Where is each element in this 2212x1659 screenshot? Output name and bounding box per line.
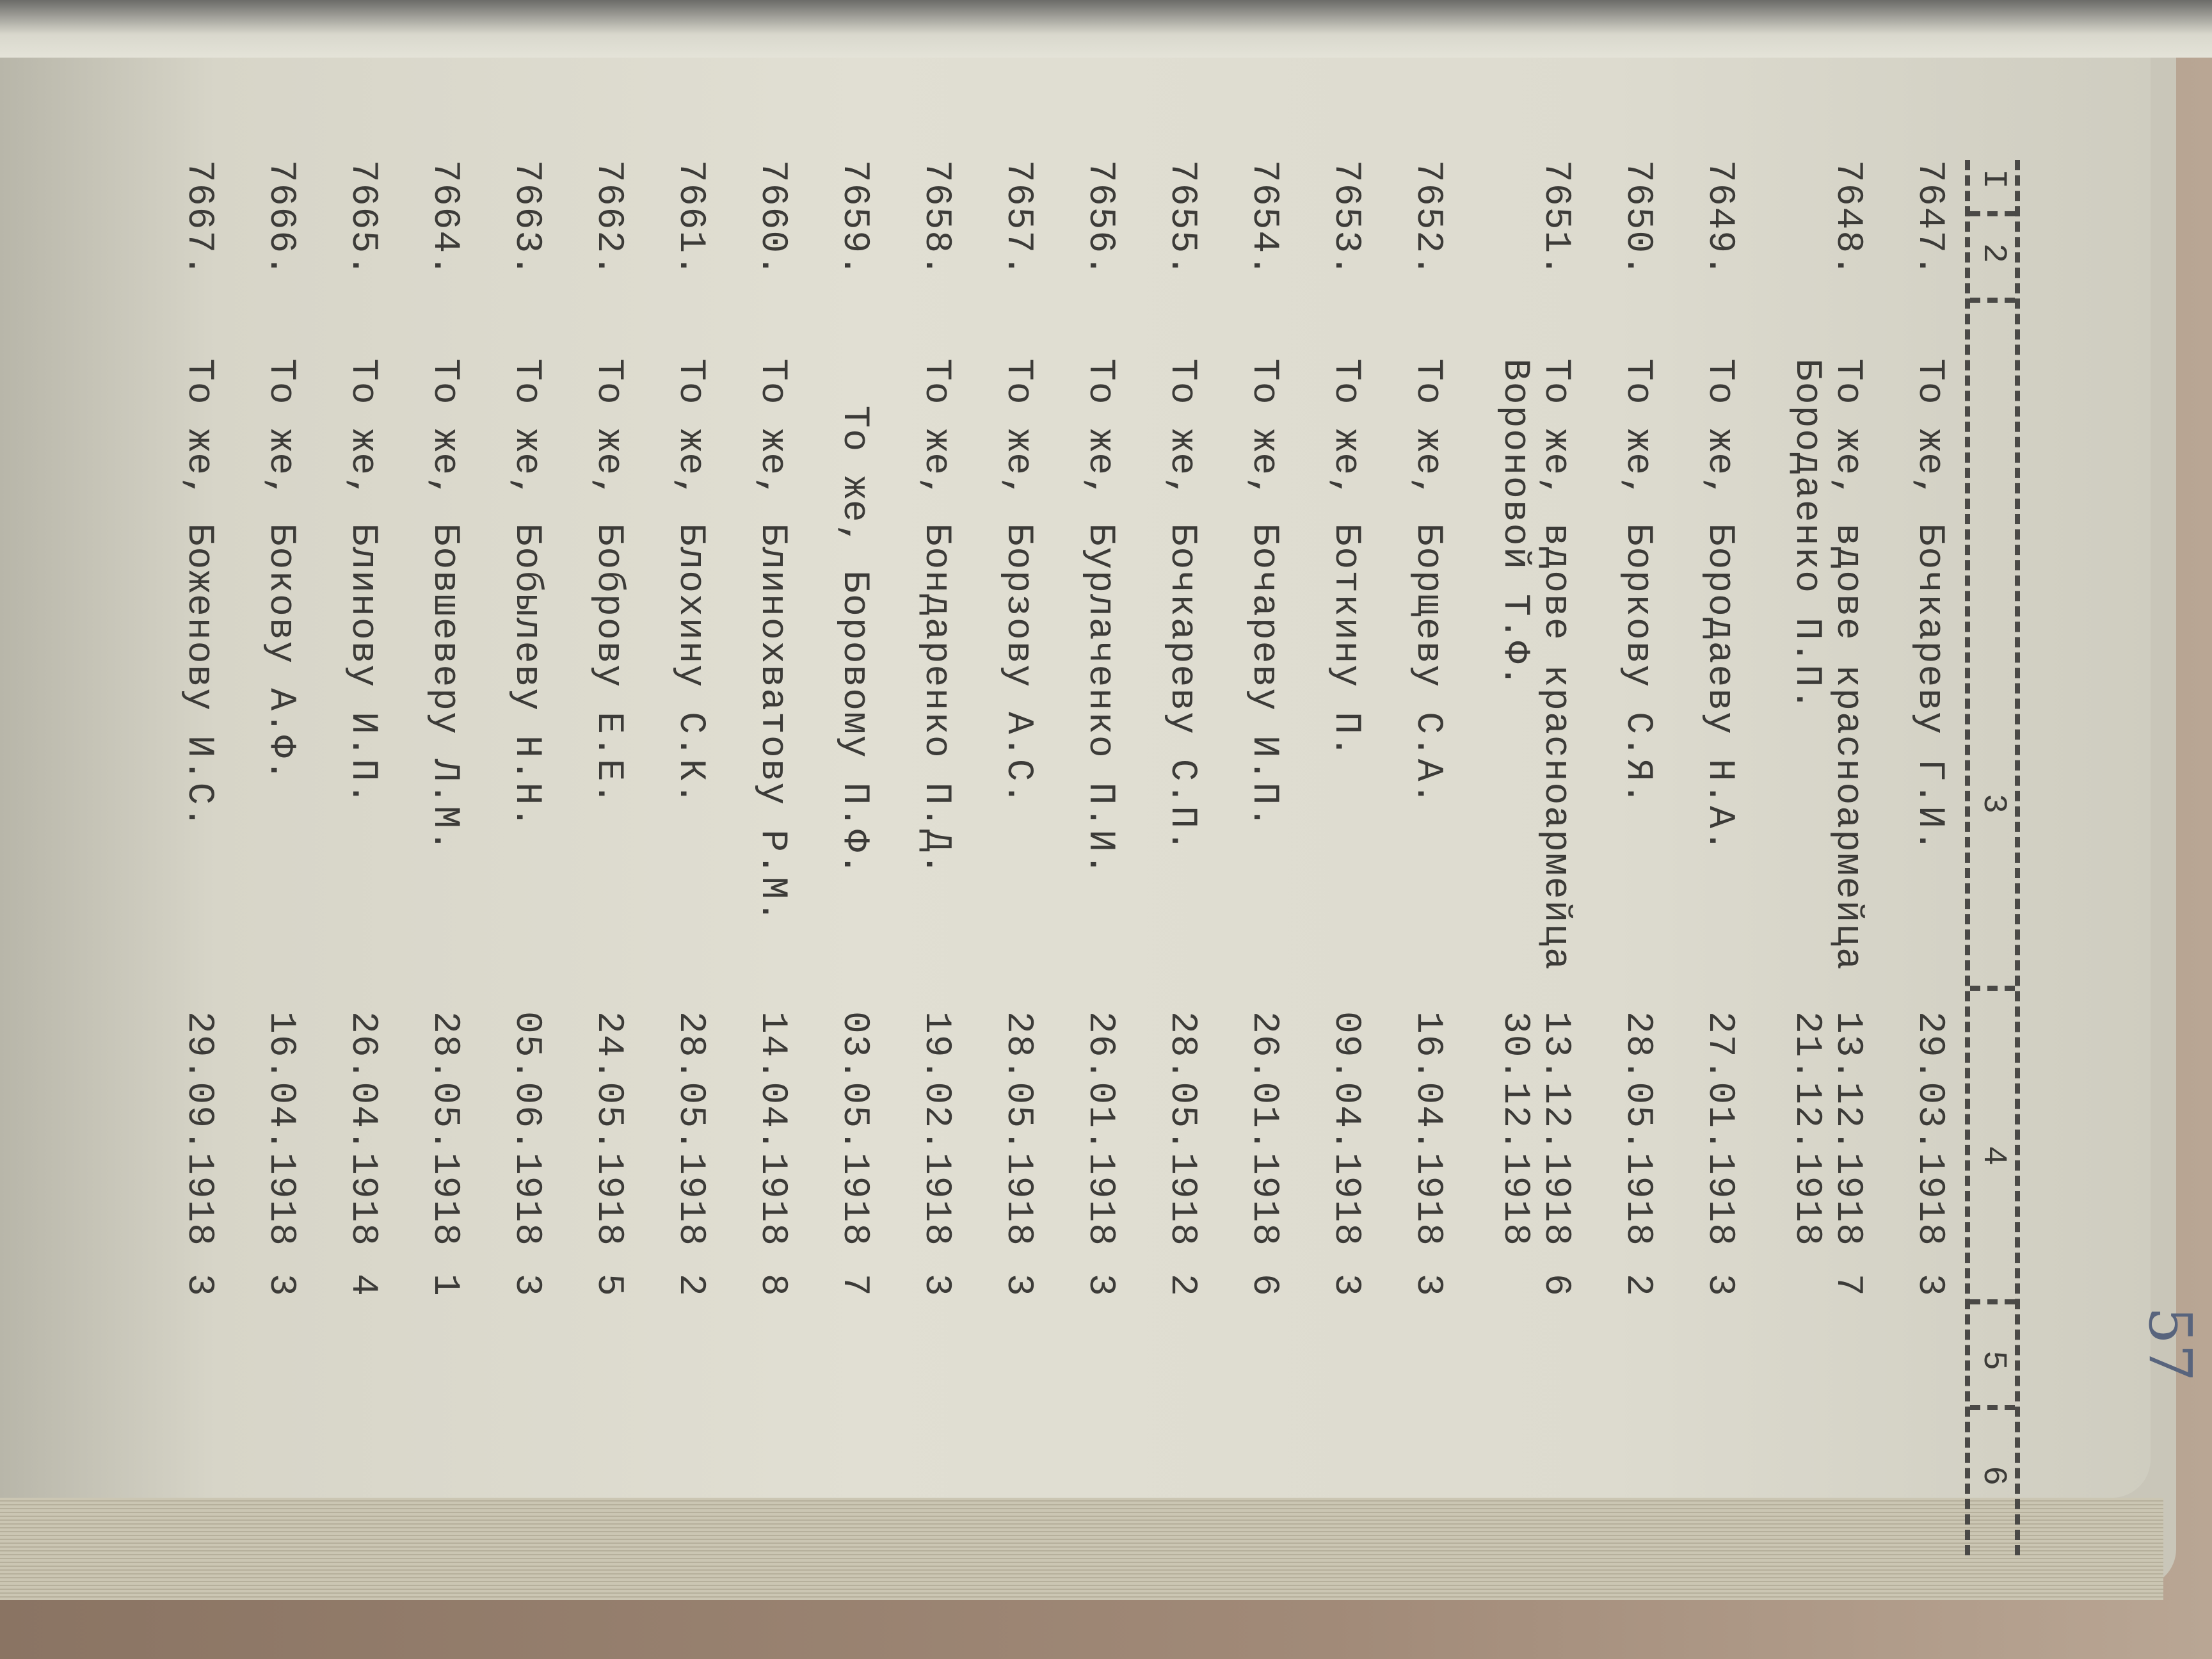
record-date — [1494, 1011, 1576, 1254]
record-number: 7659. — [833, 160, 875, 278]
record-quantity: 2 — [1617, 1274, 1658, 1297]
date-line: 26.04.1918 — [342, 1011, 383, 1247]
header-col-1: I — [1975, 169, 2012, 191]
date-line: 28.05.1918 — [997, 1011, 1039, 1247]
table-row — [873, 0, 956, 1659]
handwritten-page-number: 57 — [2136, 1306, 2204, 1382]
record-number: 7662. — [588, 160, 629, 278]
date-line: 09.04.1918 — [1325, 1011, 1366, 1247]
record-date — [424, 1011, 465, 1254]
record-number: 7660. — [751, 160, 793, 278]
record-date — [260, 1011, 301, 1254]
description-line: То же, Бочареву И.П. — [1243, 358, 1285, 830]
description-line: То же, Бондаренко П.Д. — [915, 358, 957, 877]
table-row — [1656, 0, 1740, 1659]
record-quantity: 6 — [1243, 1274, 1285, 1297]
description-line: То же, Боженову И.С. — [178, 358, 220, 830]
date-line: 05.06.1918 — [506, 1011, 547, 1247]
date-line: 03.05.1918 — [833, 1011, 875, 1247]
record-date — [1243, 1011, 1284, 1254]
record-number: 7661. — [669, 160, 711, 278]
record-quantity: 8 — [751, 1274, 793, 1297]
record-date — [342, 1011, 383, 1254]
date-line: 14.04.1918 — [751, 1011, 793, 1247]
description-line: То же, Блохину С.К. — [669, 358, 711, 806]
description-line: То же, Бочкареву С.П. — [1161, 358, 1203, 853]
record-date — [1617, 1011, 1658, 1254]
description-line: То же, Бочкареву Г.И. — [1909, 358, 1950, 853]
date-line: 24.05.1918 — [588, 1011, 629, 1247]
record-quantity: 2 — [669, 1274, 711, 1297]
record-date — [915, 1011, 956, 1254]
record-number: 7657. — [997, 160, 1039, 278]
record-number: 7654. — [1243, 160, 1285, 278]
record-date — [588, 1011, 629, 1254]
header-col-2: 2 — [1975, 243, 2012, 265]
record-date — [997, 1011, 1038, 1254]
record-date — [1909, 1011, 1950, 1254]
table-row — [791, 0, 874, 1659]
record-quantity: 3 — [506, 1274, 547, 1297]
table-header — [1965, 160, 2020, 1555]
description-line: То же, Боброву Е.Е. — [588, 358, 629, 806]
description-line: То же, Боркову С.Я. — [1617, 358, 1658, 806]
record-quantity: 3 — [1325, 1274, 1366, 1297]
record-quantity: 3 — [178, 1274, 220, 1297]
date-line: 29.09.1918 — [178, 1011, 220, 1247]
header-col-4: 4 — [1975, 1146, 2012, 1167]
description-line: Вороновой Т.Ф. — [1494, 358, 1535, 689]
record-date — [1699, 1011, 1740, 1254]
record-quantity: 5 — [588, 1274, 629, 1297]
date-line: 27.01.1918 — [1699, 1011, 1740, 1247]
table-row — [300, 0, 383, 1659]
record-quantity: 4 — [342, 1274, 383, 1297]
record-quantity: 3 — [1079, 1274, 1121, 1297]
record-quantity: 3 — [1909, 1274, 1950, 1297]
record-quantity: 3 — [915, 1274, 957, 1297]
record-number: 7653. — [1325, 160, 1366, 278]
record-number: 7658. — [915, 160, 957, 278]
record-date — [1161, 1011, 1202, 1254]
record-date — [1407, 1011, 1448, 1254]
description-line: То же, Бовшеверу Л.М. — [424, 358, 465, 853]
record-number: 7667. — [178, 160, 220, 278]
table-row — [1493, 0, 1576, 1659]
table-row — [1037, 0, 1120, 1659]
record-date — [751, 1011, 792, 1254]
record-quantity: 7 — [833, 1274, 875, 1297]
description-line: То же, Блинову И.П. — [342, 358, 383, 806]
description-line: Бородаенко П.П. — [1786, 358, 1827, 712]
table-row — [545, 0, 629, 1659]
table-row — [381, 0, 465, 1659]
date-line: 28.05.1918 — [424, 1011, 465, 1247]
description-line: То же, Боровому П.Ф. — [833, 358, 875, 877]
record-date — [1325, 1011, 1366, 1254]
table-row — [136, 0, 219, 1659]
date-line: 26.01.1918 — [1079, 1011, 1121, 1247]
description-line: То же, Борзову А.С. — [997, 358, 1039, 806]
description-line: То же, Бурлаченко П.И. — [1079, 358, 1121, 877]
description-line: То же, вдове красноармейца — [1535, 358, 1576, 971]
description-line: То же, Борщеву С.А. — [1407, 358, 1448, 806]
record-number: 7647. — [1909, 160, 1950, 278]
date-line: 28.05.1918 — [669, 1011, 711, 1247]
header-col-5: 5 — [1975, 1350, 2012, 1372]
record-quantity: 1 — [424, 1274, 465, 1297]
record-quantity: 3 — [1699, 1274, 1740, 1297]
table-row — [463, 0, 547, 1659]
record-number: 7666. — [260, 160, 301, 278]
date-line: 29.03.1918 — [1909, 1011, 1950, 1247]
date-line: 16.04.1918 — [260, 1011, 301, 1247]
record-quantity: 6 — [1535, 1274, 1576, 1297]
description-line: То же, Боткину П. — [1325, 358, 1366, 759]
date-line: 16.04.1918 — [1407, 1011, 1448, 1247]
record-number: 7665. — [342, 160, 383, 278]
date-line: 19.02.1918 — [915, 1011, 957, 1247]
table-row — [627, 0, 710, 1659]
table-row — [218, 0, 301, 1659]
table-row — [1119, 0, 1202, 1659]
header-separator — [1970, 1299, 2015, 1304]
table-row — [709, 0, 792, 1659]
header-col-6: 6 — [1975, 1466, 2012, 1487]
table-row — [1866, 0, 1950, 1659]
record-quantity: 7 — [1827, 1274, 1868, 1297]
record-number: 7651. — [1535, 160, 1576, 278]
date-line: 21.12.1918 — [1786, 1011, 1827, 1247]
record-number: 7649. — [1699, 160, 1740, 278]
table-row — [1201, 0, 1284, 1659]
description-line: То же, Бородаеву Н.А. — [1699, 358, 1740, 853]
description-line: То же, Блинохватову Р.М. — [751, 358, 793, 924]
record-date — [669, 1011, 710, 1254]
record-quantity: 3 — [1407, 1274, 1448, 1297]
header-separator — [1970, 986, 2015, 991]
record-date — [1786, 1011, 1868, 1254]
date-line: 28.05.1918 — [1617, 1011, 1658, 1247]
date-line: 13.12.1918 — [1535, 1011, 1576, 1247]
header-separator — [1970, 211, 2015, 216]
table-row — [955, 0, 1038, 1659]
date-line: 28.05.1918 — [1161, 1011, 1203, 1247]
record-date — [1079, 1011, 1120, 1254]
description-line: То же, Бокову А.Ф. — [260, 358, 301, 783]
record-number: 7648. — [1827, 160, 1868, 278]
record-number: 7655. — [1161, 160, 1203, 278]
date-line: 13.12.1918 — [1827, 1011, 1868, 1247]
record-number: 7650. — [1617, 160, 1658, 278]
record-number: 7664. — [424, 160, 465, 278]
table-row — [1784, 0, 1868, 1659]
record-quantity: 3 — [260, 1274, 301, 1297]
header-separator — [1970, 298, 2015, 303]
header-separator — [1970, 1405, 2015, 1410]
description-line: То же, вдове красноармейца — [1827, 358, 1868, 971]
record-number: 7652. — [1407, 160, 1448, 278]
table-row — [1575, 0, 1658, 1659]
header-col-3: 3 — [1975, 794, 2012, 815]
table-row — [1283, 0, 1366, 1659]
record-number: 7656. — [1079, 160, 1121, 278]
description-line: То же, Бобылеву Н.Н. — [506, 358, 547, 830]
date-line: 26.01.1918 — [1243, 1011, 1285, 1247]
table-row — [1365, 0, 1448, 1659]
record-date — [506, 1011, 547, 1254]
record-number: 7663. — [506, 160, 547, 278]
record-quantity: 2 — [1161, 1274, 1203, 1297]
record-date — [178, 1011, 219, 1254]
date-line: 30.12.1918 — [1494, 1011, 1535, 1247]
record-date — [833, 1011, 874, 1254]
record-quantity: 3 — [997, 1274, 1039, 1297]
